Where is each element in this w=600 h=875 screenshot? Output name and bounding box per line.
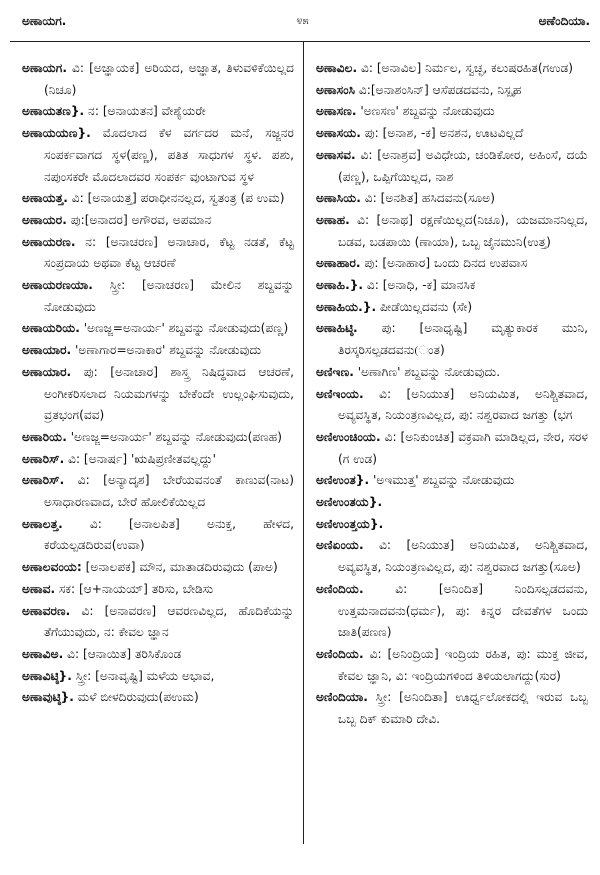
entry-headword: ಅಣಾಸಣ.: [316, 104, 357, 119]
entry-definition: ಪು: [ಅನಾಶ, -ಕ] ಅನಶನ, ಊಟವಿಲ್ಲದೆ: [360, 126, 524, 141]
dictionary-entry: [316, 210, 588, 253]
dictionary-entry: [22, 123, 294, 188]
dictionary-entry: [316, 123, 588, 145]
entry-definition: ವಿ: [ಅನಾಶ್ರವ] ಅವಿಧೇಯ, ಚಂಡಿಕೋರ, ಅಹಿಂಸೆ, ದಯೆ (ಪಣ್ಣ), ಒಪ್ಪಿಗೆಯಿಲ್ಲದ, ನಾಶ: [338, 147, 588, 184]
entry-definition: ಸಕ: [ಆ+ನಾಯಯ್] ತರಿಸು, ಬೇಡಿಸು: [55, 581, 214, 596]
entry-headword: ಅಣಾವಿಲ.: [316, 61, 358, 75]
dictionary-entry: [22, 687, 294, 709]
entry-definition: ವಿ: [ಆನಾಯಿತ] ತರಿಸಿಕೊಂಡ: [63, 646, 182, 661]
entry-definition: ವಿ: [ಅನಿಂದ್ರಿಯ] ಇಂದ್ರಿಯ ರಹಿತ, ಪು: ಮುಕ್ತ ಜೀವ, ಕೇವಲ ಜ್ಞಾನಿ, ವಿ: ಇಂದ್ರಿಯಗಳಿಂದ ತಿಳಿಯಲಾಗದ್ದು(ಸುರ): [338, 646, 588, 683]
entry-definition: ವಿ: [ಅನಿಯುತ] ಅನಿಯಮಿತ, ಅನಿಶ್ಚಿತವಾದ, ಅವ್ಯವಸ್ಥಿತ, ನಿಯಂತ್ರಣವಿಲ್ಲದ, ಪು: ನಶ್ವರವಾದ ಜಗತ್ತು(ಸೂಅ): [338, 538, 588, 575]
entry-definition: 'ಅಣಾಗಾರ=ಅನಾಕಾರ' ಶಬ್ದವನ್ನು ನೋಡುವುದು: [71, 343, 262, 358]
dictionary-entry: [316, 470, 588, 492]
dictionary-entry: [316, 188, 588, 210]
entry-definition: ವಿ: [ಅನಿಂದಿತ] ನಿಂದಿಸಲ್ಪಡದವನು, ಉತ್ತಮನಾದವನು(ಧರ್ಮ), ಪು: ಕಿನ್ನರ ದೇವತೆಗಳ ಒಂದು ಜಾತಿ(ಪಣಣ): [338, 581, 588, 640]
dictionary-entry: [316, 362, 588, 384]
entry-headword: ಅಣಿಉಂತ್ತಯ}.: [316, 516, 384, 531]
entry-headword: ಅಣಿಂದಿಯಾ.: [316, 690, 368, 705]
entry-definition: ವಿ: [ಅನಶಿತ] ಹಸಿದವನು(ಸೂಅ): [360, 191, 495, 206]
dictionary-entry: [22, 427, 294, 449]
dictionary-entry: [22, 318, 294, 340]
dictionary-entry: [316, 318, 588, 361]
dictionary-entry: [22, 232, 294, 275]
entry-headword: ಅಣಾರಿಸ್.: [22, 451, 65, 466]
dictionary-entry: [22, 101, 294, 123]
entry-definition: ವಿ: [ಅನಾವರಣ] ಆವರಣವಿಲ್ಲದ, ಹೊದಿಕೆಯನ್ನು ತೆಗೆಯುವುದು, ನ: ಕೇವಲ ಜ್ಞಾನ: [44, 603, 294, 640]
entry-definition: ಪು: [ಅನಾಹಾರ] ಒಂದು ದಿನದ ಉಪವಾಸ: [360, 256, 528, 271]
entry-headword: ಅಣಾಯಗ.: [22, 61, 67, 75]
entry-headword: ಅಣಾವ.: [22, 581, 56, 596]
dictionary-entry: [316, 644, 588, 687]
entry-headword: ಅಣಾಯರಣಯಾ.: [22, 278, 93, 293]
entry-headword: ಅಣಿಂದಿಯ.: [316, 581, 364, 596]
entry-definition: ಪು: [ಅನಾಧೃಷ್ಟಿ] ಮೃತ್ಯುಕಾರಕ ಮುನಿ, ತಿರಸ್ಕರಿಸಲ್ಪಡದವನು(ಂತ): [338, 321, 588, 358]
entry-definition: 'ಅಣಸಣ' ಶಬ್ದವನ್ನು ನೋಡುವುದು: [356, 104, 495, 119]
entry-headword: ಅಣಾಲವಂಯ:: [22, 560, 82, 575]
entry-headword: ಅಣಿಏಂಯ.: [316, 538, 364, 553]
entry-headword: ಅಣಿಂದಿಯ.: [316, 646, 364, 661]
entry-headword: ಅಣಾಹಿಯ.}.: [316, 299, 377, 314]
dictionary-entry: [22, 188, 294, 210]
entry-headword: ಅಣಾಹಿಟ್ಠಿ.: [316, 321, 358, 336]
entry-headword: ಅಣಾಹಾರ.: [316, 256, 361, 271]
entry-definition: ವಿ: [ಅನ್ಯಾದೃಶ] ಬೇರೆಯವನಂತೆ ಕಾಣುವ(ನಾಟ) ಅಸಾಧಾರಣವಾದ, ಬೇರೆ ಹೋಲಿಕೆಯಿಲ್ಲದ: [44, 473, 294, 510]
entry-headword: ಅಣಾಯಾರ.: [22, 364, 72, 379]
entry-headword: ಅಣಾಯರಿಯ.: [22, 321, 80, 336]
entry-headword: ಅಣಿಉಂತ}.: [316, 473, 370, 488]
left-column: [22, 58, 294, 709]
entry-definition: ವಿ: [ಅನಾವಿಲ] ನಿರ್ಮಲ, ಸ್ವಚ್ಛ, ಕಲುಷರಹಿತ(ಗಉಡ): [357, 61, 574, 75]
entry-definition: ವಿ: [ಅನಾರ್ಷ] 'ಋಷಿಪ್ರಣೀತವಲ್ಲದ್ದು': [64, 451, 216, 466]
entry-definition: ಮೊದಲಾದ ಕೆಳ ವರ್ಗದರ ಮನೆ, ಸಜ್ಜನರ ಸಂಪರ್ಕವಾಗದ ಸ್ಥಳ(ಪಣ್ಣ), ಪತಿತ ಸಾಧುಗಳ ಸ್ಥಳ. ಪಶು, ನಪುಂಸಕರೇ ಮೊದಲಾದವರ ಸಂಪರ್ಕ ವುಂಟಾಗುವ ಸ್ಥಳ: [44, 126, 294, 184]
entry-headword: ಅಣಾಸಂಸಿ: [316, 82, 356, 97]
dictionary-entry: [22, 557, 294, 579]
dictionary-entry: [316, 535, 588, 578]
dictionary-entry: [316, 101, 588, 123]
dictionary-entry: [22, 470, 294, 513]
entry-headword: ಅಣಾವರಣ.: [22, 603, 71, 618]
entry-headword: ಅಣಾಹಿ.}.: [316, 278, 364, 293]
entry-headword: ಅಣಿಉಂತಯ}.: [316, 495, 383, 510]
dictionary-entry: [316, 687, 588, 730]
entry-definition: ಸ್ತ್ರೀ: [ಅನಿಂದಿತಾ] ಊರ್ಧ್ವಲೋಕದಲ್ಲಿ ಇರುವ ಒಬ್ಬ ಒಬ್ಬ ದಿಕ್ ಕುಮಾರಿ ದೇವಿ.: [338, 690, 588, 727]
entry-definition: ವಿ: [ಅನಾಯತ್ತ] ಪರಾಧೀನನಲ್ಲದ, ಸ್ವತಂತ್ರ (ಪ ಉಮ): [67, 191, 285, 206]
column-divider: [303, 42, 304, 844]
entry-headword: ಅಣಾಯರಣ.: [22, 234, 76, 249]
entry-headword: ಅಣಾವಿಟ್ಠಿ}.: [22, 668, 72, 683]
page-header: [22, 10, 590, 32]
entry-headword: ಅಣಾಯತ್ತ.: [22, 191, 68, 206]
header-rule: [10, 41, 590, 42]
entry-definition: ಮಳೆ ಬೀಳದಿರುವುದು(ಪಉಮ): [73, 690, 199, 705]
entry-definition: ಸ್ತ್ರೀ: [ಅನಾವೃಷ್ಟಿ] ಮಳೆಯ ಅಭಾವ,: [71, 668, 215, 683]
dictionary-entry: [22, 579, 294, 601]
dictionary-entry: [22, 514, 294, 557]
dictionary-entry: [22, 275, 294, 318]
entry-definition: ಸ್ತ್ರೀ: [ಅನಾಚರಣ] ಮೇಲಿನ ಶಬ್ದವನ್ನು ನೋಡುವುದು: [44, 278, 294, 314]
dictionary-entry: [22, 362, 294, 427]
dictionary-entry: [316, 579, 588, 644]
entry-definition: ನ: [ಅನಾಯತನ] ವೇಶ್ಯೆಯರೇ: [84, 104, 206, 119]
dictionary-entry: [316, 297, 588, 319]
entry-definition: ವಿ: [ಅನಿಯುತ] ಅನಿಯಮಿತ, ಅನಿಶ್ಚಿತವಾದ, ಅವ್ಯವಸ್ಥಿತ, ನಿಯಂತ್ರಣವಿಲ್ಲದ, ಪು: ನಶ್ವರವಾದ ಜಗತ್ತು (ಭಗ: [338, 386, 588, 423]
entry-definition: ವಿ: [ಅಜ್ಞಾಯಕ] ಅರಿಯದ, ಅಜ್ಞಾತ, ತಿಳುವಳಿಕೆಯಿಲ್ಲದ (ನಿಚೂ): [44, 61, 294, 97]
entry-headword: ಅಣಾಯರ.: [22, 212, 67, 227]
entry-headword: ಅಣಾಯಾರ.: [22, 343, 72, 358]
dictionary-entry: [22, 601, 294, 644]
entry-headword: ಅಣಾವಿಅ.: [22, 646, 64, 661]
dictionary-entry: [22, 644, 294, 666]
entry-definition: 'ಅಣಜ್ಜ=ಅನಾರ್ಯ' ಶಬ್ದವನ್ನು ನೋಡುವುದು(ಪಣ್ಣ): [79, 321, 289, 336]
entry-definition: 'ಅಣಜ್ಜ=ಅನಾರ್ಯ' ಶಬ್ದವನ್ನು ನೋಡುವುದು(ಪಣಹ): [66, 429, 282, 444]
entry-headword: ಅಣಾಸವ.: [316, 147, 356, 162]
entry-headword: ಅಣಾರಿಯ.: [22, 429, 67, 444]
dictionary-entry: [22, 340, 294, 362]
dictionary-entry: [316, 427, 588, 470]
entry-headword: ಅಣಾರಿಸ್.: [22, 473, 65, 488]
dictionary-entry: [22, 58, 294, 101]
dictionary-entry: [316, 58, 588, 80]
dictionary-entry: [316, 145, 588, 188]
dictionary-entry: [316, 384, 588, 427]
entry-definition: ವಿ: [ಅನಿಕುಂಚಿತ] ವಕ್ರವಾಗಿ ಮಾಡಿಲ್ಲದ, ನೇರ, ಸರಳ (ಗ ಉಡ): [338, 429, 588, 466]
entry-headword: ಅಣಿಇಂಯ.: [316, 386, 364, 401]
dictionary-entry: [22, 666, 294, 688]
entry-definition: ಪೀಡೆಯಿಲ್ಲದವನು (ಸೇ): [376, 299, 473, 314]
dictionary-entry: [316, 80, 588, 102]
entry-headword: ಅಣಾಸಿಯ.: [316, 191, 361, 206]
entry-definition: 'ಅಣಾಗಿಣ' ಶಬ್ದವನ್ನು ನೋಡುವುದು.: [353, 364, 501, 379]
dictionary-entry: [22, 449, 294, 471]
entry-definition: ವಿ:[ಅನಾಶಂಸಿನ್] ಆಸೆಪಡದವನು, ನಿಸ್ಪೃಹ: [355, 82, 522, 97]
entry-headword: ಅಣಾಹ.: [316, 212, 350, 227]
entry-headword: ಅಣಿಇಣ.: [316, 364, 354, 379]
entry-definition: ವಿ: [ಅನಾಧಿ, -ಕ] ಮಾನಸಿಕ: [363, 278, 476, 293]
entry-headword: ಅಣಾವುಟ್ಠಿ}.: [22, 690, 74, 705]
dictionary-entry: [316, 253, 588, 275]
entry-headword: ಅಣಾಲತ್ತ.: [22, 516, 63, 531]
entry-definition: ವಿ: [ಅನಾಥ] ರಕ್ಷಣೆಯಿಲ್ಲದ(ನಿಚೂ), ಯಜಮಾನನಿಲ್ಲದ, ಬಡವ, ಬಡಪಾಯಿ (ಣಾಯಾ), ಒಬ್ಬ ಜೈನಮುನಿ(ಉತ್ತ): [338, 212, 588, 249]
right-column: [316, 58, 588, 731]
entry-headword: ಅಣಾಯತಣ}.: [22, 104, 85, 119]
left-guideword: ಅಣಾಯಗ.: [22, 13, 67, 28]
entry-headword: ಅಣಾಸಯ.: [316, 126, 361, 141]
right-guideword: ಅಣೆಂದಿಯಾ.: [538, 13, 590, 28]
dictionary-entry: [316, 492, 588, 514]
dictionary-entry: [316, 275, 588, 297]
entry-headword: ಅಣಿಉಂಚಿಂಯ.: [316, 429, 381, 444]
entry-definition: ವಿ: [ಅನಾಲಪಿತ] ಅನುಕ್ತ, ಹೇಳದ, ಕರೆಯಲ್ಪಡದಿರುವ(ಉವಾ): [44, 516, 294, 553]
dictionary-entry: [316, 514, 588, 536]
page-number: ೪೫: [296, 14, 309, 27]
entry-definition: 'ಅಇಮುತ್ತ' ಶಬ್ದವನ್ನು ನೋಡುವುದು: [369, 473, 515, 488]
entry-headword: ಅಣಾಯಯಣ}.: [22, 126, 91, 141]
entry-definition: [ಅನಾಲಪಕ] ಮೌನ, ಮಾತಾಡದಿರುವುದು (ಪಾಅ): [81, 560, 278, 575]
dictionary-entry: [22, 210, 294, 232]
entry-definition: ಪು: [ಅನಾಚಾರ] ಶಾಸ್ತ್ರ ನಿಷಿದ್ಧವಾದ ಆಚರಣೆ, ಅಂಗೀಕರಿಸಲಾದ ನಿಯಮಗಳನ್ನು ಬೇಕೆಂದೇ ಉಲ್ಲಂಘಿಸುವುದು, ವ್ರತಭಂಗ(ವವ): [44, 364, 294, 423]
entry-definition: ನ: [ಅನಾಚರಣ] ಅನಾಚಾರ, ಕೆಟ್ಟ ನಡತೆ, ಕೆಟ್ಟ ಸಂಪ್ರದಾಯ ಅಥವಾ ಕೆಟ್ಟ ಆಚರಣೆ: [44, 234, 294, 271]
entry-definition: ಪು:[ಅನಾದರ] ಅಗೌರವ, ಅಪಮಾನ: [66, 212, 212, 227]
